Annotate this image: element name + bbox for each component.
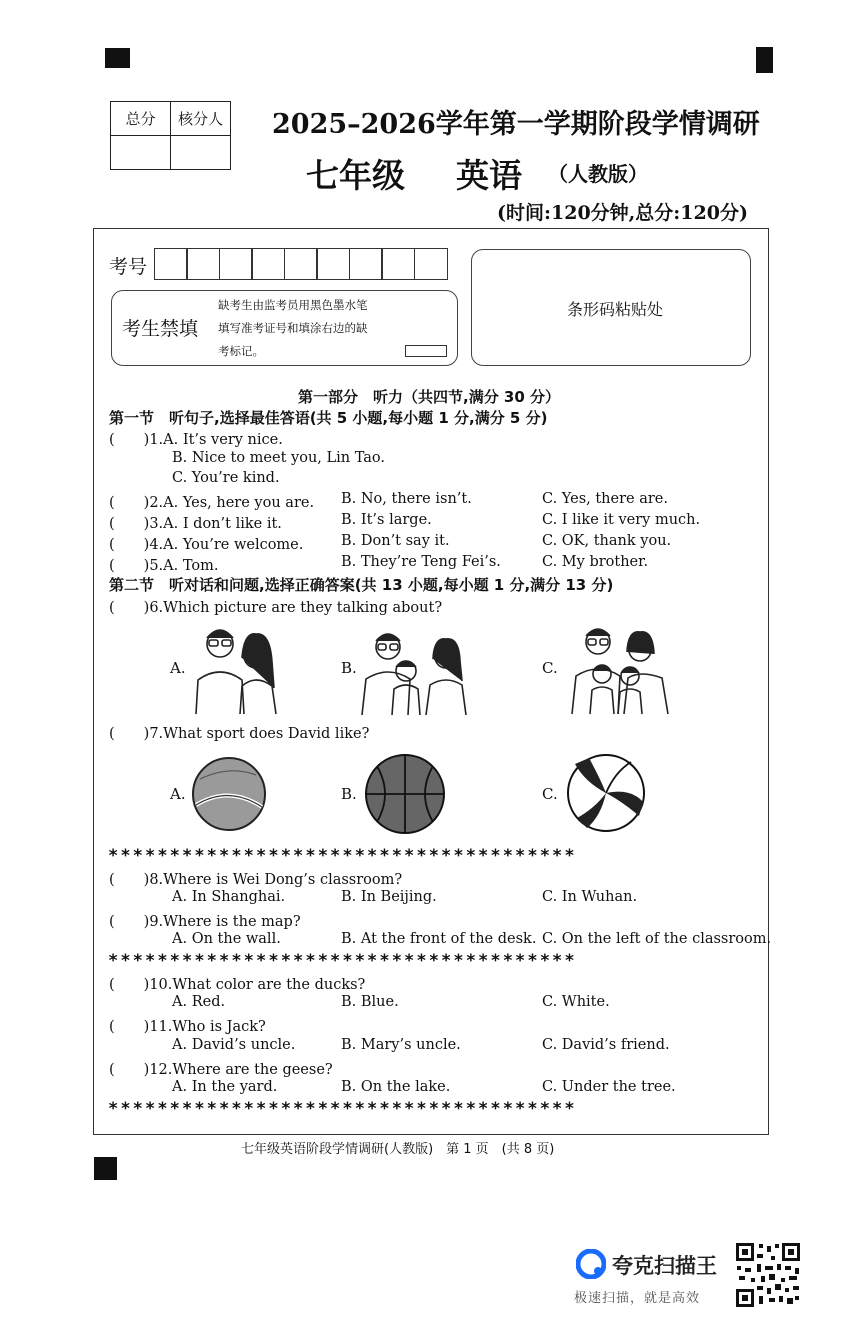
q1-option-c: C. You’re kind. <box>172 470 280 486</box>
q9-stem: ( )9.Where is the map? <box>109 914 301 930</box>
q7-tennis-ball-icon <box>190 755 268 833</box>
q9-option-c: C. On the left of the classroom. <box>542 931 772 947</box>
divider-stars-1: ************************************** <box>108 846 577 866</box>
q7-label-c: C. <box>542 785 558 803</box>
forbidden-label: 考生禁填 <box>122 318 199 340</box>
q8-option-b: B. In Beijing. <box>341 889 437 905</box>
id-digit-box[interactable] <box>251 248 285 280</box>
id-digit-box[interactable] <box>154 248 188 280</box>
divider-stars-2: ************************************** <box>108 951 577 971</box>
id-digit-box[interactable] <box>381 248 415 280</box>
q11-option-c: C. David’s friend. <box>542 1037 670 1053</box>
registration-mark-bottom-left <box>94 1157 117 1180</box>
q6-picture-b-family-of-three <box>360 625 472 715</box>
quark-scanner-logo-icon <box>576 1249 606 1279</box>
part1-heading: 第一部分 听力（共四节,满分 30 分） <box>298 388 561 406</box>
score-table <box>110 101 231 170</box>
barcode-area <box>471 249 751 366</box>
qr-code-icon[interactable] <box>735 1242 801 1308</box>
q6-label-a: A. <box>170 659 186 677</box>
q6-picture-c-family-of-four <box>564 618 674 714</box>
id-digit-box[interactable] <box>349 248 383 280</box>
score-checker-header: 核分人 <box>171 102 231 136</box>
q5-option-b: B. They’re Teng Fei’s. <box>341 554 501 570</box>
q3-option-b: B. It’s large. <box>341 512 432 528</box>
edition-label: （人教版） <box>548 162 648 186</box>
q1-stem: ( )1.A. It’s very nice. <box>109 432 283 448</box>
q6-stem: ( )6.Which picture are they talking about? <box>109 600 443 616</box>
q1-option-b: B. Nice to meet you, Lin Tao. <box>172 450 385 466</box>
q4-option-b: B. Don’t say it. <box>341 533 450 549</box>
score-checker-cell[interactable] <box>171 136 231 170</box>
brand-name: 夸克扫描王 <box>612 1254 717 1278</box>
q2-stem: ( )2.A. Yes, here you are. <box>109 495 315 511</box>
q8-option-c: C. In Wuhan. <box>542 889 638 905</box>
subject-label: 英语 <box>456 156 522 195</box>
q5-stem: ( )5.A. Tom. <box>109 558 219 574</box>
absent-note-line2: 填写准考证号和填涂右边的缺 <box>218 321 368 335</box>
id-digit-box[interactable] <box>316 248 350 280</box>
q7-volleyball-icon <box>565 752 647 834</box>
q6-label-c: C. <box>542 659 558 677</box>
q12-option-a: A. In the yard. <box>172 1079 278 1095</box>
section1-heading: 第一节 听句子,选择最佳答语(共 5 小题,每小题 1 分,满分 5 分) <box>109 409 548 427</box>
q12-option-b: B. On the lake. <box>341 1079 451 1095</box>
registration-mark-top-right <box>756 47 773 73</box>
id-digit-box[interactable] <box>186 248 220 280</box>
q10-option-c: C. White. <box>542 994 610 1010</box>
q5-option-c: C. My brother. <box>542 554 649 570</box>
absent-note-line3: 考标记。 <box>218 344 264 358</box>
q4-stem: ( )4.A. You’re welcome. <box>109 537 304 553</box>
q7-stem: ( )7.What sport does David like? <box>109 726 370 742</box>
id-digit-box[interactable] <box>284 248 318 280</box>
q2-option-c: C. Yes, there are. <box>542 491 668 507</box>
q12-option-c: C. Under the tree. <box>542 1079 676 1095</box>
q6-picture-a-couple <box>190 618 285 714</box>
q9-option-a: A. On the wall. <box>172 931 281 947</box>
q10-option-b: B. Blue. <box>341 994 399 1010</box>
q6-label-b: B. <box>341 659 357 677</box>
registration-mark-top-left <box>105 48 130 68</box>
q10-stem: ( )10.What color are the ducks? <box>109 977 366 993</box>
q9-option-b: B. At the front of the desk. <box>341 931 537 947</box>
q7-label-a: A. <box>170 785 186 803</box>
absent-mark-box[interactable] <box>405 345 447 357</box>
q7-label-b: B. <box>341 785 357 803</box>
exam-title: 2025–2026学年第一学期阶段学情调研 <box>272 109 760 140</box>
q11-option-b: B. Mary’s uncle. <box>341 1037 461 1053</box>
q11-option-a: A. David’s uncle. <box>172 1037 296 1053</box>
forbidden-area <box>111 290 458 366</box>
exam-id-label: 考号 <box>109 256 148 278</box>
id-digit-box[interactable] <box>414 248 448 280</box>
q3-option-c: C. I like it very much. <box>542 512 701 528</box>
exam-id-boxes[interactable] <box>155 248 448 280</box>
section2-heading: 第二节 听对话和问题,选择正确答案(共 13 小题,每小题 1 分,满分 13 分) <box>109 576 614 594</box>
q2-option-b: B. No, there isn’t. <box>341 491 472 507</box>
grade-label: 七年级 <box>306 156 405 195</box>
brand-slogan: 极速扫描，就是高效 <box>574 1291 701 1306</box>
q11-stem: ( )11.Who is Jack? <box>109 1019 266 1035</box>
q4-option-c: C. OK, thank you. <box>542 533 672 549</box>
q8-option-a: A. In Shanghai. <box>172 889 286 905</box>
time-info: (时间:120分钟,总分:120分) <box>497 202 748 224</box>
q3-stem: ( )3.A. I don’t like it. <box>109 516 282 532</box>
page-footer: 七年级英语阶段学情调研(人教版) 第 1 页 (共 8 页) <box>241 1142 555 1157</box>
divider-stars-3: ************************************** <box>108 1099 577 1119</box>
id-digit-box[interactable] <box>219 248 253 280</box>
q12-stem: ( )12.Where are the geese? <box>109 1062 333 1078</box>
score-total-cell[interactable] <box>111 136 171 170</box>
q8-stem: ( )8.Where is Wei Dong’s classroom? <box>109 872 403 888</box>
q7-basketball-icon <box>363 752 447 836</box>
q10-option-a: A. Red. <box>172 994 226 1010</box>
score-total-header: 总分 <box>111 102 171 136</box>
barcode-label: 条形码粘贴处 <box>567 300 664 319</box>
absent-note-line1: 缺考生由监考员用黑色墨水笔 <box>218 298 368 312</box>
